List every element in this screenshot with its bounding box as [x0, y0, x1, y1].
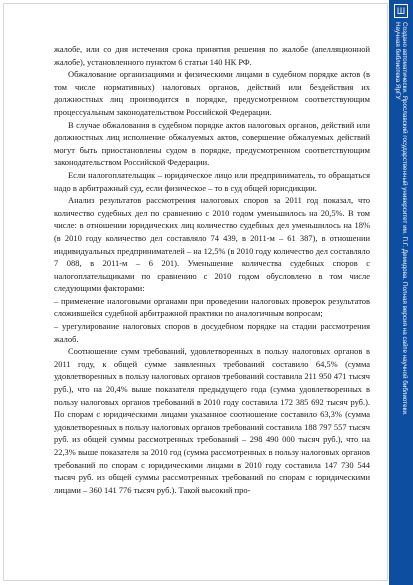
list-item: – урегулирование налоговых споров в досудебном порядке на стадии рассмотрения жалоб. — [54, 321, 370, 344]
sidebar-caption — [394, 22, 408, 582]
paragraph: жалобе, или со дня истечения срока принятия решения по жалобе (апелляционной жалобе), установленного пунктом 6 статьи 140 НК РФ. — [54, 44, 370, 67]
library-logo-icon: Ш — [394, 4, 408, 18]
paragraph: Анализ результатов рассмотрения налоговых споров за 2011 год показал, что количество судебных дел по сравнению с 2010 годом уменьшилось на 20,5%. В том числе: в отношении юридических лиц количество судебных дел уменьшилось на 18% (в 2010 году количество дел составляло 74 439, в 2011-м – 61 387), в отношении индивидуальных предпринимателей – на 12,5% (в 2010 году количество дел составляло 7 088, в 2011-м – 6 201). Уменьшение количества судебных споров с налогоплательщиками по сравнению с 2010 годом обусловлено в том числе следующими факторами: — [54, 195, 370, 294]
paragraph: В случае обжалования в судебном порядке актов налоговых органов, действий или должностных лиц исполнение обжалуемых актов, совершение обжалуемых действий могут быть приостановлены судом в порядке, предусмотренном соответствующим законодательством Российской Федерации. — [54, 119, 370, 168]
sidebar-caption-line: Создано автоматически. Ярославский государственный университет им. П.Г. Демидова. Полная версия на сайте научной библиотеки. — [401, 22, 408, 416]
page-text — [54, 43, 370, 496]
paragraph: Соотношение сумм требований, удовлетворенных в пользу налоговых органов в 2011 году, к общей сумме заявленных требований составило 64,5% (сумма удовлетворенных в пользу налоговых органов требований составила 211 950 471 тысяч руб.), что на 20,4% выше показателя предыдущего года (сумма удовлетворенных в пользу налоговых органов требований в 2010 году составила 172 385 692 тысяч руб.). По спорам с юридическими лицами указанное соотношение составило 63,3% (сумма удовлетворенных в пользу налоговых органов требований составила 188 797 557 тысяч руб. из общей суммы рассмотренных требований – 298 490 000 тысяч руб.), что на 22,3% выше показателя за 2010 год (сумма рассмотренных в пользу налоговых органов требований по спорам с юридическими лицами в 2010 году составила 147 730 544 тысяч руб. из общей суммы рассмотренных требований по спорам с юридическими лицами – 360 141 776 тысяч руб.). Такой высокий про- — [54, 346, 370, 495]
list-item: – применение налоговыми органами при проведении налоговых проверок результатов сложившейся судебной арбитражной практики по аналогичным вопросам; — [54, 295, 370, 319]
sidebar-caption-line: Научная библиотека ЯрГУ — [394, 22, 401, 100]
paragraph: Обжалование организациями и физическими лицами в судебном порядке актов (в том числе нормативных) налоговых органов, действий или бездействия их должностных лиц производится в порядке, предусмотренном соответствующим процессуальным законодательством Российской Федерации. — [54, 69, 370, 117]
repository-sidebar — [389, 0, 413, 585]
paragraph: Если налогоплательщик – юридическое лицо или предприниматель, то обращаться надо в арбитражный суд, если физическое – то в суд общей юрисдикции. — [54, 169, 370, 193]
